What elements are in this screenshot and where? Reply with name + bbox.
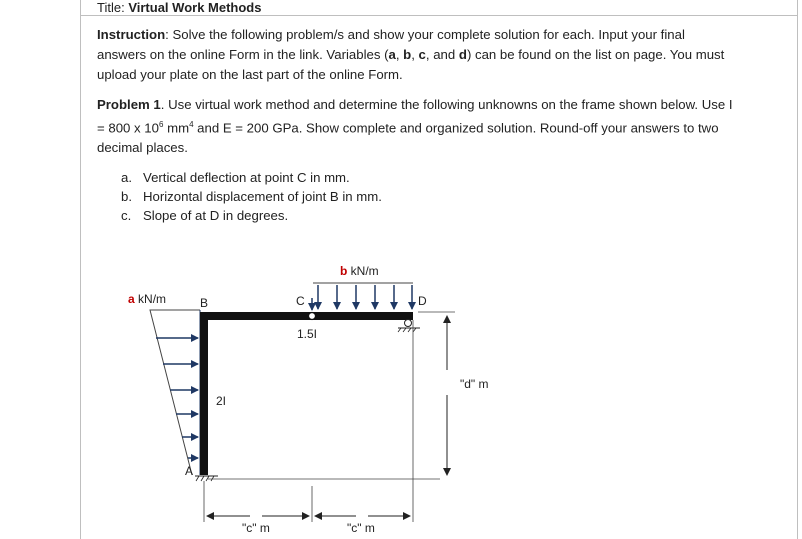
left-distributed-load [150,310,200,475]
var-c: c [418,47,426,62]
top-distributed-load [313,283,413,309]
top-load-label: b kN/m [340,264,379,278]
list-mark: c. [121,208,132,223]
dim-c-right-label: "c" m [347,521,375,535]
exponent: 6 [158,120,164,129]
problem-text: and E = 200 GPa. Show complete and organized solution. Round-off your answers to two decimal places. [97,120,719,156]
beam-member [200,312,413,320]
list-mark: a. [121,170,132,185]
var-a: a [388,47,396,62]
sep: , [395,47,404,62]
var-d: d [458,47,467,62]
var-b: b [403,47,412,62]
problem-text: . Use virtual work method and determine the following unknowns on the frame shown below. Use I = 800 x 10 [97,97,733,136]
instruction-text-end: ) can be found on the list on page. You must upload your plate on the last part of the online Form. [97,47,725,82]
internal-hinge-c [309,313,316,320]
point-a-label: A [185,464,194,478]
column-inertia-label: 2I [216,394,227,408]
instruction-text: : Solve the following problem/s and show your complete solution for each. Input your final answers on the online Form in the link. Variables ( [97,27,685,62]
dim-d-label: "d" m [460,377,489,391]
list-text: Slope of at D in degrees. [143,208,289,223]
point-c-label: C [296,294,305,308]
title-label: Title: [97,0,125,15]
list-text: Horizontal displacement of joint B in mm. [143,189,382,204]
problem-label: Problem 1 [97,97,161,112]
point-b-label: B [200,296,209,310]
instruction-label: Instruction [97,27,166,42]
list-text: Vertical deflection at point C in mm. [143,170,350,185]
roller-support-d [398,320,420,333]
list-mark: b. [121,189,132,204]
column-member [200,312,208,475]
left-load-label: a kN/m [128,292,167,306]
sep: , and [425,47,459,62]
point-d-label: D [418,294,427,308]
beam-inertia-label: 1.5I [297,327,318,341]
exponent: 4 [189,120,194,129]
sep: , [411,47,419,62]
problem-text: mm [163,120,190,136]
dim-c-left-label: "c" m [242,521,270,535]
fixed-support-a [195,476,218,481]
title-value: Virtual Work Methods [128,0,262,15]
